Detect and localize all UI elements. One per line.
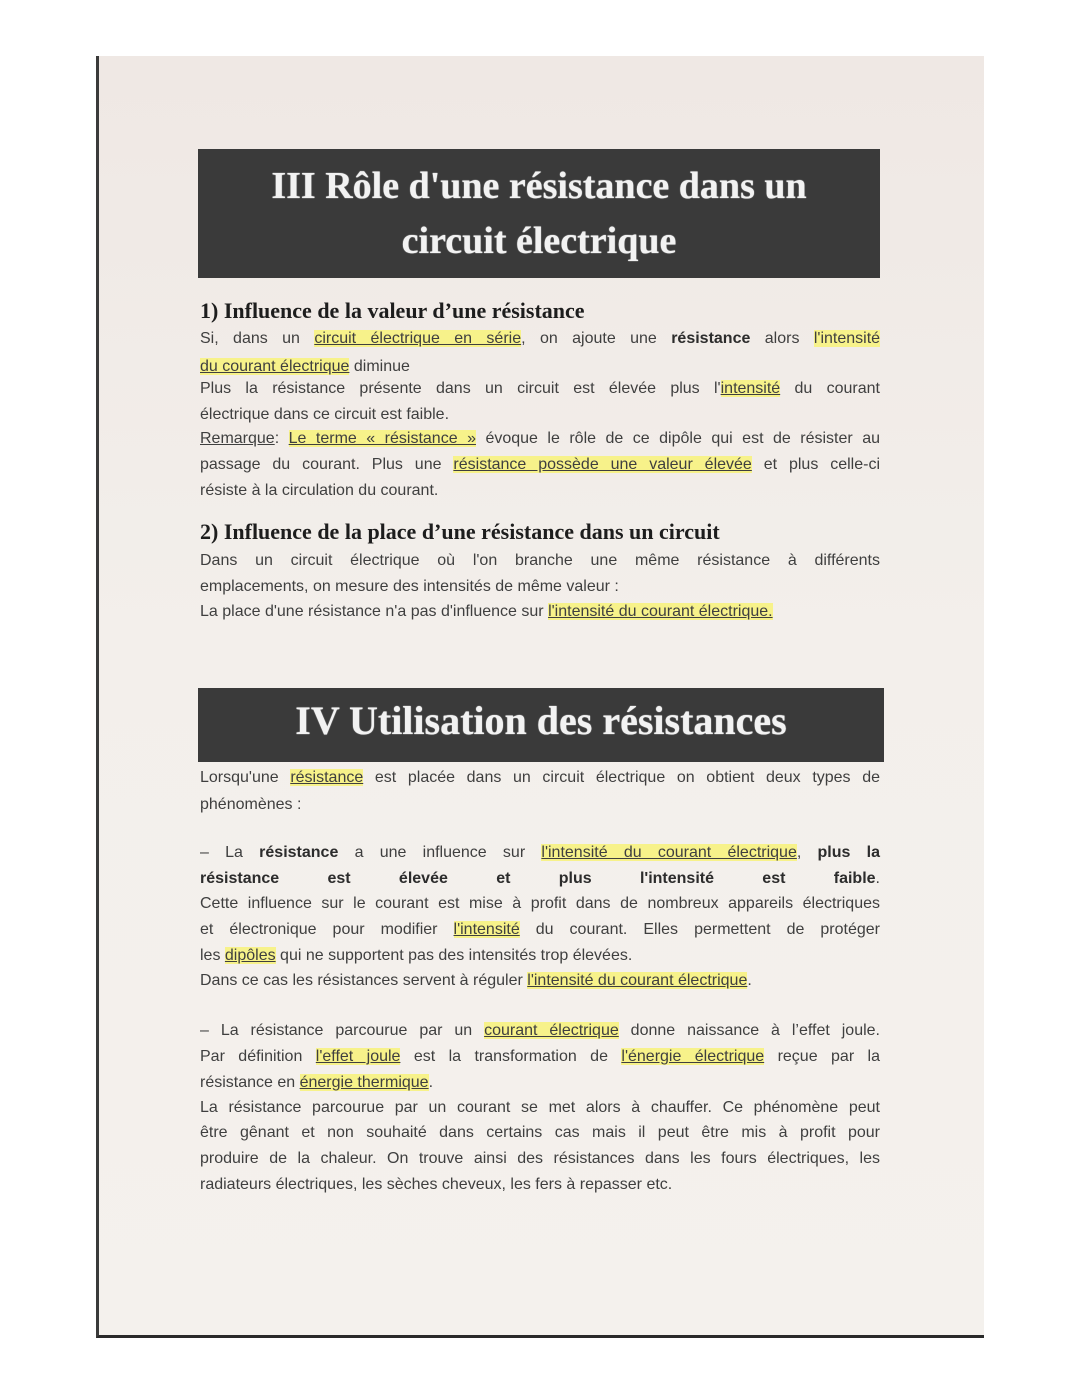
- bold-term: résistance: [671, 330, 751, 347]
- text: passage du courant. Plus une: [200, 456, 454, 473]
- subsection-2-heading: 2) Influence de la place d’une résistance dans un circuit: [200, 519, 720, 544]
- text: a une influence sur: [338, 844, 542, 861]
- text: alors: [750, 330, 814, 347]
- paragraph-line: [200, 378, 880, 399]
- section-3-title: [198, 149, 880, 278]
- text: Plus la résistance présente dans un circuit est élevée plus l': [200, 380, 721, 397]
- section-3-title-line-1: III Rôle d'une résistance dans un: [271, 165, 807, 207]
- paragraph-line: produire de la chaleur. On trouve ainsi des résistances dans les fours électriques, les: [200, 1150, 880, 1167]
- text: diminue: [349, 358, 410, 375]
- highlighted-term: résistance possède une valeur élevée: [453, 456, 752, 473]
- text: Lorsqu'une: [200, 769, 291, 786]
- text: évoque le rôle de ce dipôle qui est de résister au: [475, 430, 880, 447]
- underlined-term: Remarque: [200, 430, 275, 447]
- bold-term: résistance est élevée et plus l'intensité est faible: [200, 870, 876, 887]
- text: .: [875, 870, 880, 887]
- paragraph-line: emplacements, on mesure des intensités de même valeur :: [200, 578, 619, 595]
- paragraph-line: Dans un circuit électrique où l'on branche une même résistance à différents: [200, 552, 880, 569]
- highlighted-term: circuit électrique en série: [314, 330, 522, 347]
- highlighted-term: l'intensité du courant électrique.: [548, 603, 773, 620]
- paragraph-line: [200, 428, 880, 449]
- paragraph-line: [200, 1046, 880, 1067]
- text: Dans ce cas les résistances servent à réguler: [200, 972, 528, 989]
- text: est la transformation de: [400, 1048, 622, 1065]
- text: et électronique pour modifier: [200, 921, 454, 938]
- text: – La: [200, 844, 260, 861]
- highlighted-term: l'intensité: [453, 921, 520, 938]
- highlighted-term: Le terme « résistance »: [288, 430, 476, 447]
- text: résistance en: [200, 1074, 300, 1091]
- text: est placée dans un circuit électrique on obtient deux types de: [363, 769, 880, 786]
- text: du courant: [780, 380, 880, 397]
- paragraph-line: [200, 945, 880, 966]
- paragraph-line: Cette influence sur le courant est mise à profit dans de nombreux appareils électriques: [200, 895, 880, 912]
- paragraph-line: [200, 1072, 880, 1093]
- bold-term: résistance: [259, 844, 339, 861]
- section-3-title-line-2: circuit électrique: [401, 220, 677, 262]
- highlighted-term: intensité: [720, 380, 781, 397]
- paragraph-line: résiste à la circulation du courant.: [200, 482, 439, 499]
- text: les: [200, 947, 225, 964]
- paragraph-line: être gênant et non souhaité dans certains cas mais il peut être mis à profit pour: [200, 1124, 880, 1141]
- text: :: [274, 430, 289, 447]
- text: Par définition: [200, 1048, 316, 1065]
- section-4-title: IV Utilisation des résistances: [198, 688, 884, 762]
- subsection-1-heading: 1) Influence de la valeur d’une résistance: [200, 298, 585, 323]
- paragraph-line: [200, 601, 880, 622]
- paragraph-line: [200, 919, 880, 940]
- paragraph-line: phénomènes :: [200, 796, 302, 813]
- highlighted-term: l'énergie électrique: [621, 1048, 765, 1065]
- paragraph-line: [200, 328, 880, 349]
- paragraph-line: radiateurs électriques, les sèches cheveux, les fers à repasser etc.: [200, 1176, 673, 1193]
- text: .: [428, 1074, 434, 1091]
- text: – La résistance parcourue par un: [200, 1022, 485, 1039]
- text: .: [747, 972, 752, 989]
- highlighted-term: dipôles: [224, 947, 276, 964]
- text: reçue par la: [764, 1048, 881, 1065]
- text: , on ajoute une: [521, 330, 672, 347]
- bold-term: plus la: [817, 844, 881, 861]
- paragraph-line: [200, 868, 880, 889]
- highlighted-term: du courant électrique: [200, 358, 350, 375]
- paragraph-line: [200, 767, 880, 788]
- highlighted-term: l'intensité du courant électrique: [527, 972, 748, 989]
- paragraph-line: [200, 1020, 880, 1041]
- paragraph-line: [200, 356, 880, 377]
- paragraph-line: [200, 970, 880, 991]
- highlighted-term: l'effet joule: [315, 1048, 401, 1065]
- text: qui ne supportent pas des intensités trop élevées.: [275, 947, 633, 964]
- highlighted-term: l'intensité: [813, 330, 881, 347]
- text: donne naissance à l’effet joule.: [618, 1022, 880, 1039]
- highlighted-term: énergie thermique: [299, 1074, 429, 1091]
- highlighted-term: l'intensité du courant électrique: [541, 844, 797, 861]
- paragraph-line: électrique dans ce circuit est faible.: [200, 406, 450, 423]
- text: La place d'une résistance n'a pas d'influence sur: [200, 603, 549, 620]
- text: du courant. Elles permettent de protéger: [519, 921, 880, 938]
- text: Si, dans un: [200, 330, 315, 347]
- highlighted-term: courant électrique: [484, 1022, 619, 1039]
- paragraph-line: [200, 454, 880, 475]
- highlighted-term: résistance: [290, 769, 364, 786]
- paragraph-line: La résistance parcourue par un courant se met alors à chauffer. Ce phénomène peut: [200, 1099, 880, 1116]
- text: ,: [796, 844, 818, 861]
- paragraph-line: [200, 842, 880, 863]
- text: et plus celle-ci: [751, 456, 880, 473]
